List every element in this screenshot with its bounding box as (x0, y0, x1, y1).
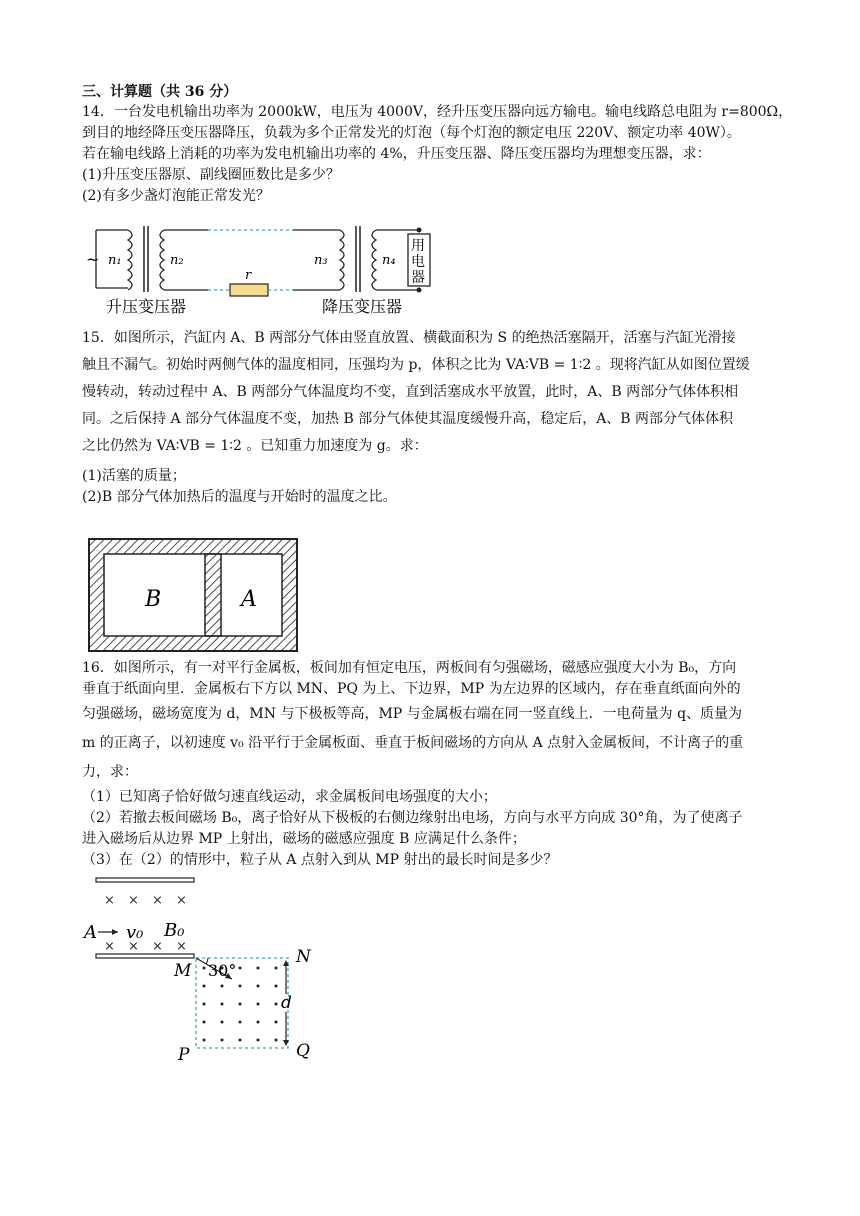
angle-label: 30° (208, 961, 237, 980)
question-15-line: 触且不漏气。初始时两侧气体的温度相同，压强均为 p，体积之比为 VA∶VB = 1∶2 。现将汽缸从如图位置缓 (82, 357, 750, 373)
question-14-line: 若在输电线路上消耗的功率为发电机输出功率的 4%，升压变压器、降压变压器均为理想变压器，求： (82, 146, 711, 162)
question-15-subquestion: (2)B 部分气体加热后的温度与开始时的温度之比。 (82, 489, 397, 505)
r-label: r (245, 268, 252, 283)
step-up-secondary-coil (160, 230, 164, 290)
question-14-line: 到目的地经降压变压器降压，负载为多个正常发光的灯泡（每个灯泡的额定电压 220V、额定功率 40W）。 (82, 125, 741, 141)
ac-source-symbol: ~ (86, 250, 100, 269)
b0-label: B₀ (164, 920, 185, 941)
field-cross: × (128, 893, 139, 908)
step-up-transformer-label: 升压变压器 (106, 297, 187, 316)
field-cross: × (128, 939, 139, 954)
step-down-primary-coil (340, 230, 344, 290)
step-down-secondary-coil (372, 230, 376, 290)
n3-label: n₃ (314, 253, 328, 268)
gas-a-label: A (241, 587, 257, 612)
transmission-circuit-figure (88, 220, 448, 320)
velocity-arrowhead (112, 929, 118, 935)
question-16-line: m 的正离子，以初速度 v₀ 沿平行于金属板面、垂直于板间磁场的方向从 A 点射入金属板间，不计离子的重 (82, 735, 744, 751)
question-14 (82, 102, 792, 207)
field-cross: × (176, 893, 187, 908)
question-15-line: 同。之后保持 A 部分气体温度不变，加热 B 部分气体使其温度缓慢升高，稳定后，A、B 两部分气体体积 (82, 411, 734, 427)
field-cross: × (104, 893, 115, 908)
n4-label: n₄ (382, 253, 396, 268)
load-label-char: 电 (411, 254, 425, 270)
load-terminal (417, 228, 422, 233)
point-m-label: M (174, 961, 192, 981)
section-title: 三、计算题（共 36 分） (82, 84, 238, 100)
question-14-subquestion: (1)升压变压器原、副线圈匝数比是多少？ (82, 167, 340, 183)
line-resistor (230, 284, 268, 296)
point-p-label: P (178, 1045, 190, 1065)
question-16-subquestion: （2）若撤去板间磁场 B₀，离子恰好从下极板的右侧边缘射出电场，方向与水平方向成 30°角，为了使离子 (82, 810, 743, 826)
question-15-subquestion: (1)活塞的质量； (82, 468, 186, 484)
n1-label: n₁ (108, 253, 122, 268)
question-15-line: 15．如图所示，汽缸内 A、B 两部分气体由竖直放置、横截面积为 S 的绝热活塞隔开，活塞与汽缸光滑接 (82, 330, 736, 346)
load-label-char: 用 (411, 238, 425, 254)
load-label-char: 器 (411, 270, 425, 286)
question-14-line: 14．一台发电机输出功率为 2000kW，电压为 4000V，经升压变压器向远方输电。输电线路总电阻为 r=800Ω， (82, 104, 793, 120)
question-16-subquestion: 进入磁场后从边界 MP 上射出，磁场的磁感应强度 B 应满足什么条件； (82, 831, 526, 847)
question-16-subquestion: （3）在（2）的情形中，粒子从 A 点射入到从 MP 射出的最长时间是多少？ (82, 852, 558, 868)
question-16 (82, 658, 743, 871)
step-down-transformer-label: 降压变压器 (322, 297, 403, 316)
gas-b-label: B (145, 587, 162, 612)
piston (205, 554, 221, 636)
step-up-primary-coil (128, 230, 132, 290)
question-16-line: 匀强磁场，磁场宽度为 d，MN 与下极板等高，MP 与金属板右端在同一竖直线上．一电荷量为 q、质量为 (82, 706, 743, 722)
point-q-label: Q (296, 1041, 310, 1061)
magnetic-field-figure (82, 876, 342, 1066)
field-cross: × (104, 939, 115, 954)
n2-label: n₂ (170, 253, 184, 268)
width-d-label: d (281, 993, 292, 1013)
question-15-line: 慢转动，转动过程中 A、B 两部分气体温度均不变，直到活塞成水平放置，此时，A、B 两部分气体体积相 (82, 384, 739, 400)
lower-plate (96, 954, 194, 958)
question-15-line: 之比仍然为 VA∶VB = 1∶2 。已知重力加速度为 g。求： (82, 438, 428, 454)
field-cross: × (152, 893, 163, 908)
question-16-line: 力，求： (82, 764, 138, 780)
point-n-label: N (296, 947, 311, 967)
question-15 (82, 325, 750, 508)
question-16-line: 16．如图所示，有一对平行金属板，板间加有恒定电压，两板间有匀强磁场，磁感应强度大小为 B₀，方向 (82, 660, 737, 676)
v0-label: v₀ (126, 922, 144, 943)
point-a-label: A (84, 922, 97, 943)
field-cross: × (152, 939, 163, 954)
question-16-line: 垂直于纸面向里．金属板右下方以 MN、PQ 为上、下边界，MP 为左边界的区域内，存在垂直纸面向外的 (82, 681, 741, 697)
question-14-subquestion: (2)有多少盏灯泡能正常发光？ (82, 188, 270, 204)
load-terminal (417, 288, 422, 293)
upper-plate (96, 878, 194, 882)
question-16-subquestion: （1）已知离子恰好做匀速直线运动，求金属板间电场强度的大小； (82, 789, 497, 805)
cylinder-figure (88, 538, 300, 654)
field-cross: × (176, 939, 187, 954)
